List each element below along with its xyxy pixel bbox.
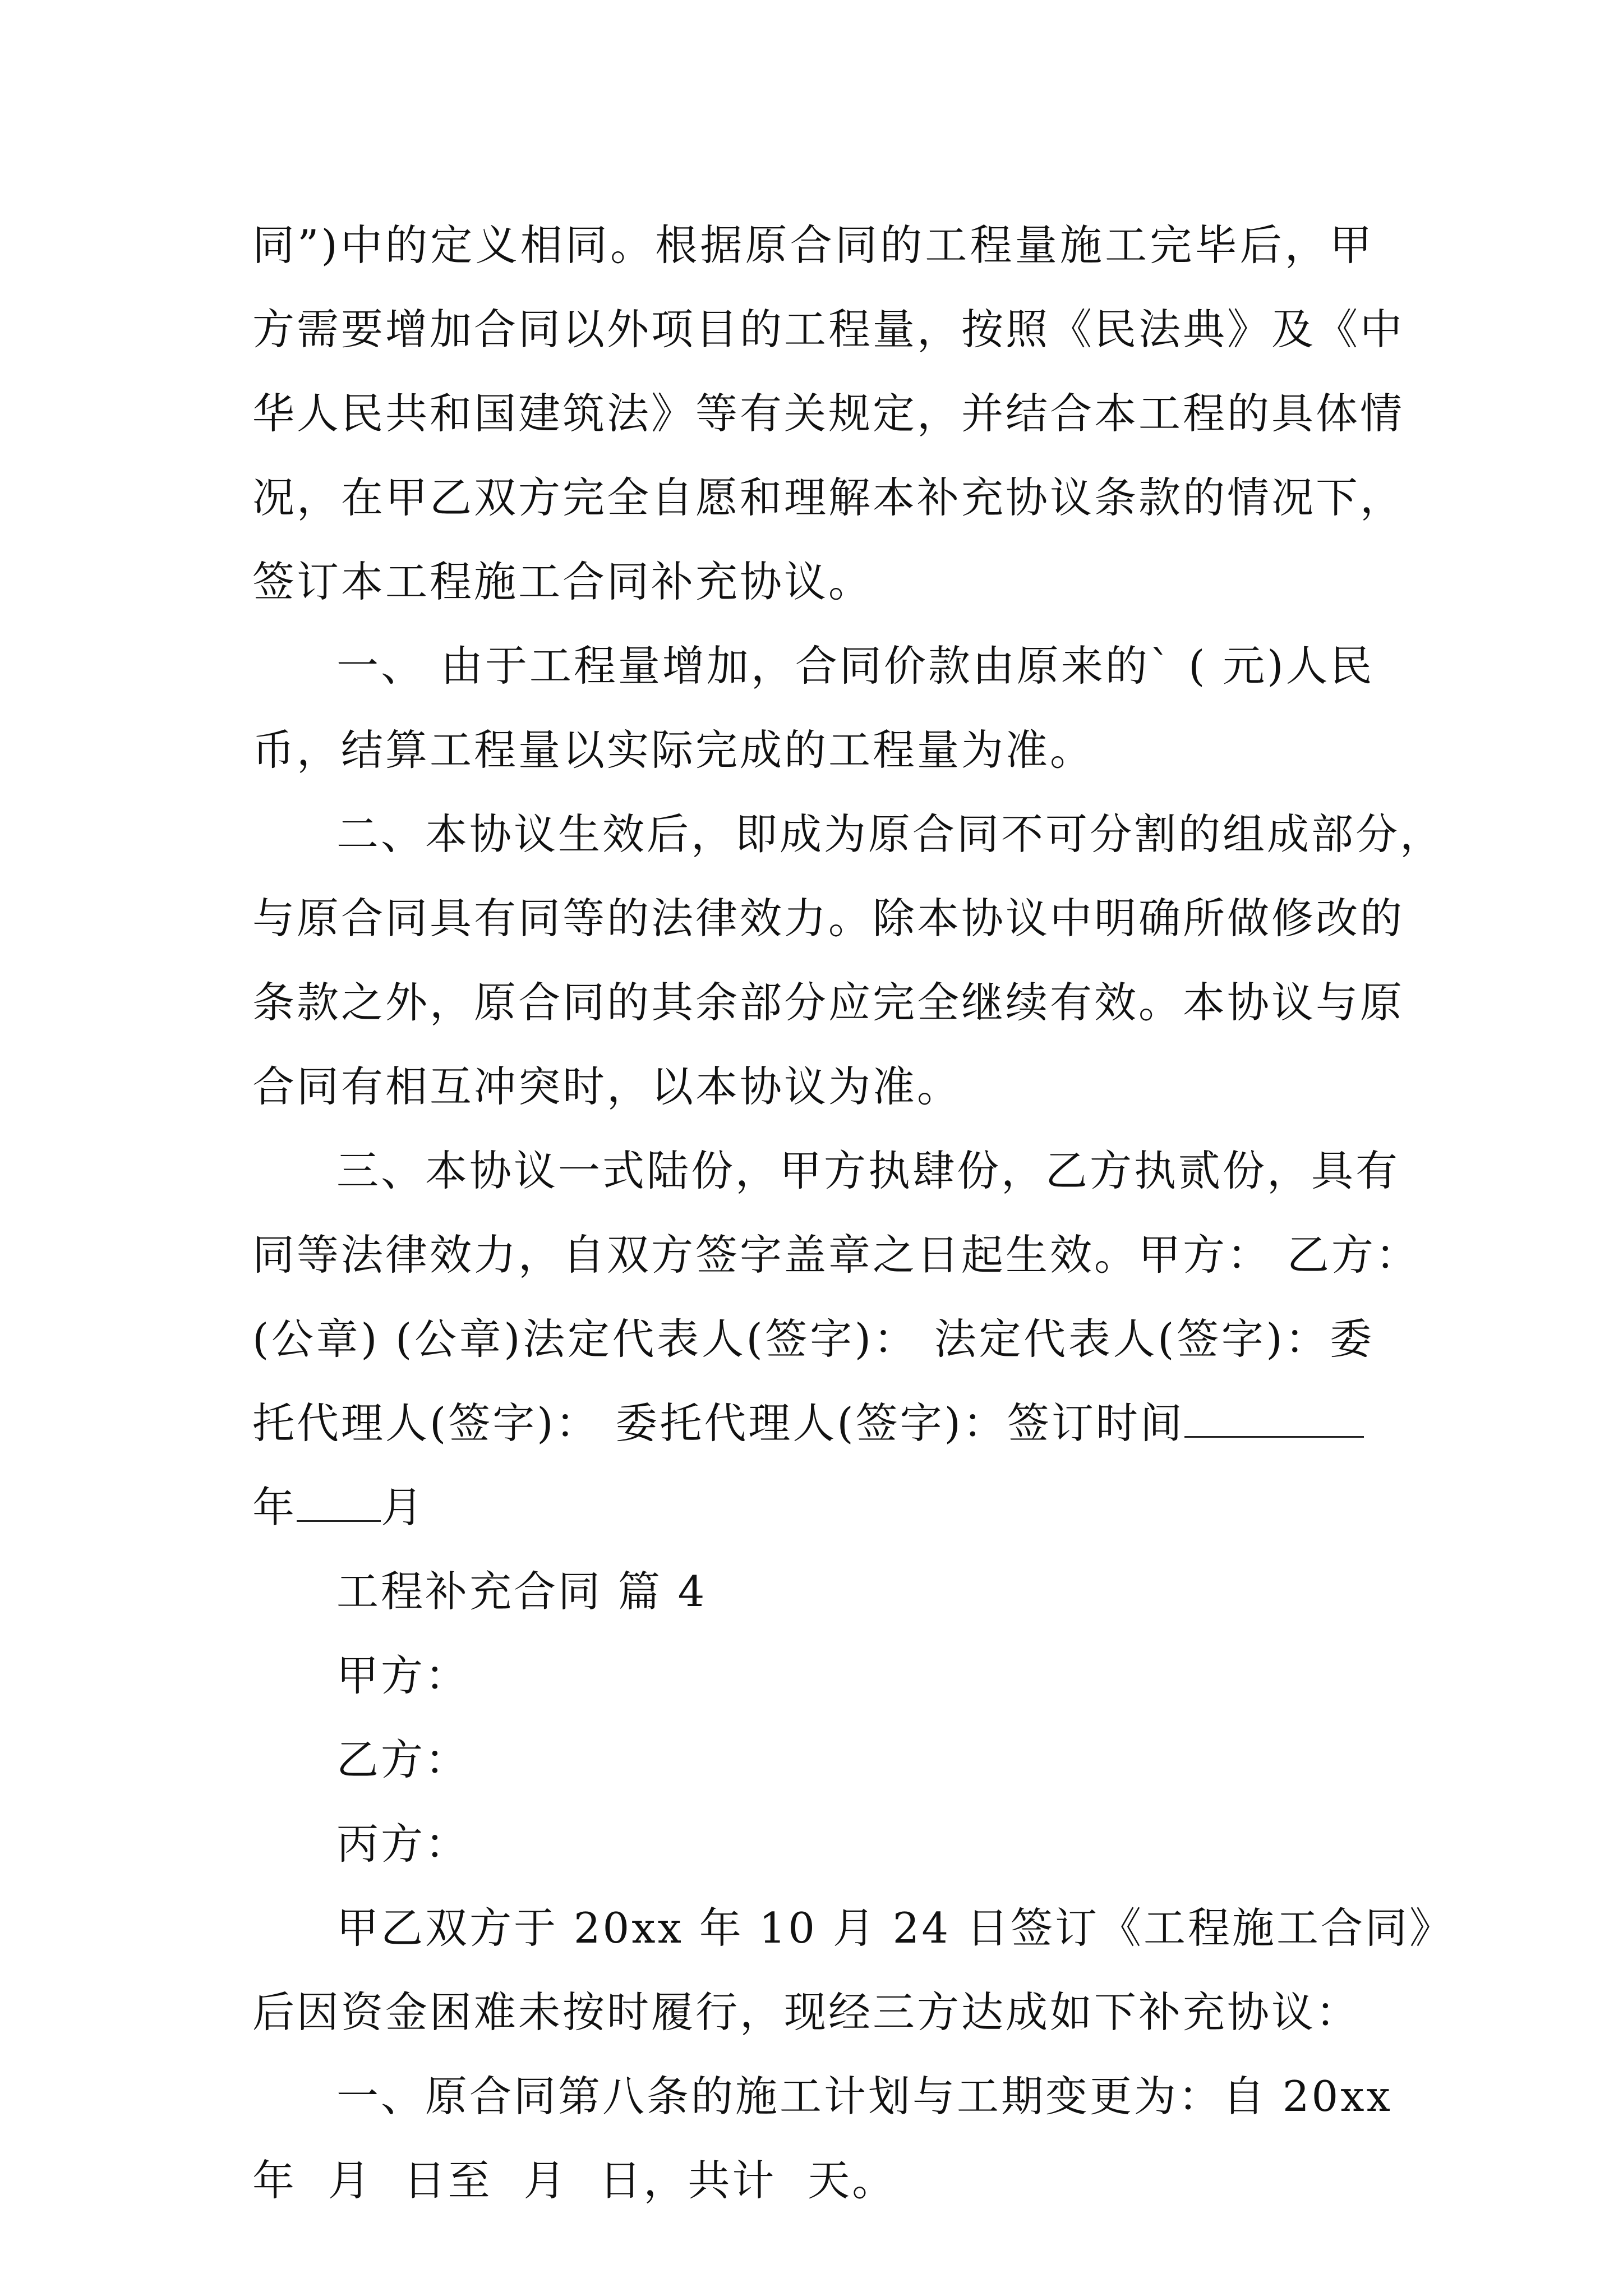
- paragraph-line: 后因资金困难未按时履行，现经三方达成如下补充协议：: [252, 1987, 1361, 2037]
- paragraph-line: 同”)中的定义相同。根据原合同的工程量施工完毕后，甲: [252, 220, 1374, 270]
- section-heading: 工程补充合同 篇 4: [336, 1567, 707, 1616]
- paragraph-line: (公章) (公章)法定代表人(签字)： 法定代表人(签字)：委: [252, 1314, 1374, 1364]
- year-label: 年: [252, 1483, 297, 1532]
- paragraph-line: 况，在甲乙双方完全自愿和理解本补充协议条款的情况下，: [252, 473, 1405, 522]
- clause-three-line: 三、本协议一式陆份，甲方执肆份，乙方执贰份，具有: [336, 1146, 1400, 1195]
- clause-one-line: 一、 由于工程量增加，合同价款由原来的` ( 元)人民: [336, 641, 1375, 691]
- signing-time-label: 托代理人(签字)： 委托代理人(签字)：签订时间: [252, 1398, 1184, 1448]
- year-month-line: [252, 1476, 425, 1538]
- agreement-intro-line: 甲乙双方于 20xx 年 10 月 24 日签订《工程施工合同》: [336, 1903, 1454, 1953]
- clause-two-line: 二、本协议生效后，即成为原合同不可分割的组成部分，: [336, 809, 1445, 859]
- paragraph-line: 币，结算工程量以实际完成的工程量为准。: [252, 725, 1095, 775]
- paragraph-line: 同等法律效力，自双方签字盖章之日起生效。甲方： 乙方：: [252, 1230, 1420, 1280]
- signing-time-line: [252, 1392, 1374, 1454]
- party-c-label: 丙方：: [336, 1819, 470, 1869]
- paragraph-line: 华人民共和国建筑法》等有关规定，并结合本工程的具体情: [252, 389, 1405, 438]
- paragraph-line: 签订本工程施工合同补充协议。: [252, 557, 873, 606]
- paragraph-line: 条款之外，原合同的其余部分应完全继续有效。本协议与原: [252, 978, 1405, 1027]
- month-label: 月: [381, 1483, 426, 1532]
- paragraph-line: 方需要增加合同以外项目的工程量，按照《民法典》及《中: [252, 305, 1405, 354]
- schedule-dates-line: 年 月 日至 月 日，共计 天。: [252, 2156, 897, 2205]
- schedule-change-line: 一、原合同第八条的施工计划与工期变更为：自 20xx: [336, 2072, 1393, 2121]
- paragraph-line: 与原合同具有同等的法律效力。除本协议中明确所做修改的: [252, 894, 1405, 943]
- party-b-label: 乙方：: [336, 1735, 470, 1784]
- paragraph-line: 合同有相互冲突时，以本协议为准。: [252, 1062, 962, 1111]
- party-a-label: 甲方：: [336, 1651, 470, 1700]
- signing-time-blank: [1184, 1397, 1364, 1438]
- month-blank: [297, 1481, 381, 1522]
